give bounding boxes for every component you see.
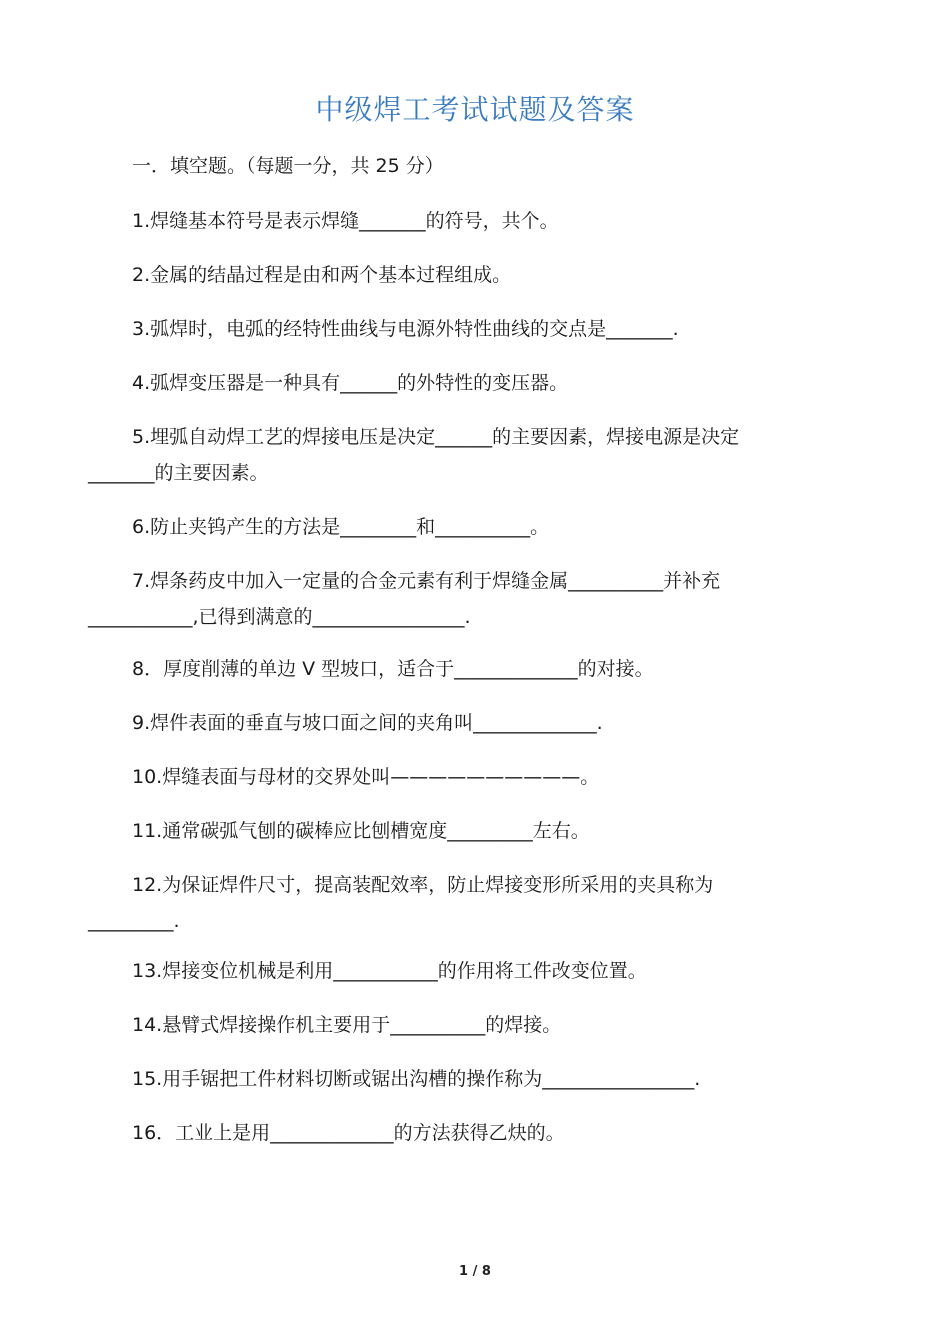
question-15: 15.用手锯把工件材料切断或锯出沟槽的操作称为________________. (132, 1068, 701, 1090)
question-5-line-1: 5.埋弧自动焊工艺的焊接电压是决定______的主要因素，焊接电源是决定 (132, 426, 740, 448)
question-16: 16．工业上是用_____________的方法获得乙炔的。 (132, 1122, 565, 1144)
section-heading: 一．填空题。（每题一分，共 25 分） (132, 155, 444, 177)
question-5-line-2: _______的主要因素。 (88, 462, 269, 484)
question-1: 1.焊缝基本符号是表示焊缝_______的符号，共个。 (132, 210, 559, 232)
question-7 (88, 563, 858, 635)
page-title: 中级焊工考试试题及答案 (315, 93, 635, 126)
question-7-line-2: ___________,已得到满意的________________. (88, 606, 471, 628)
question-12 (88, 867, 858, 939)
question-13: 13.焊接变位机械是利用___________的作用将工件改变位置。 (132, 960, 647, 982)
question-5 (88, 419, 858, 491)
question-11: 11.通常碳弧气刨的碳棒应比刨槽宽度_________左右。 (132, 820, 590, 842)
question-12-line-2: _________. (88, 910, 180, 932)
question-14: 14.悬臂式焊接操作机主要用于__________的焊接。 (132, 1014, 562, 1036)
question-9: 9.焊件表面的垂直与坡口面之间的夹角叫_____________. (132, 712, 603, 734)
question-10: 10.焊缝表面与母材的交界处叫——————————。 (132, 766, 600, 788)
question-8: 8．厚度削薄的单边 V 型坡口，适合于_____________的对接。 (132, 658, 654, 680)
question-2: 2.金属的结晶过程是由和两个基本过程组成。 (132, 264, 512, 286)
question-7-line-1: 7.焊条药皮中加入一定量的合金元素有利于焊缝金属__________并补充 (132, 570, 721, 592)
question-6: 6.防止夹钨产生的方法是________和__________。 (132, 516, 550, 538)
page-indicator: 1 / 8 (459, 1264, 491, 1279)
question-12-line-1: 12.为保证焊件尺寸，提高装配效率，防止焊接变形所采用的夹具称为 (132, 874, 714, 896)
question-3: 3.弧焊时，电弧的经特性曲线与电源外特性曲线的交点是_______. (132, 318, 679, 340)
question-4: 4.弧焊变压器是一种具有______的外特性的变压器。 (132, 372, 569, 394)
